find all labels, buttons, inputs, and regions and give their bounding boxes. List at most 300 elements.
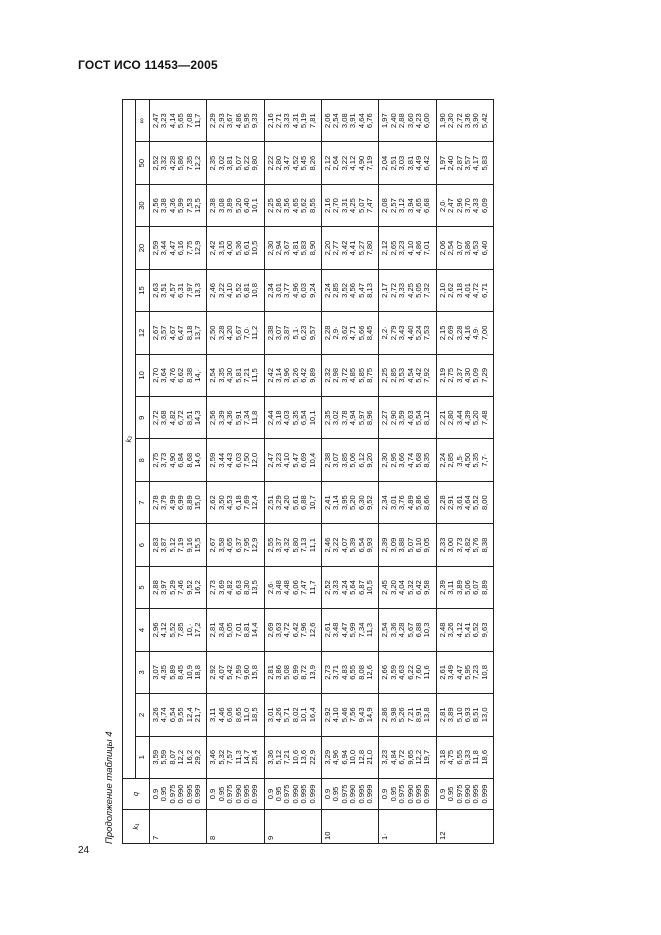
q-value: 0.995: [471, 784, 481, 804]
cell-value: 3,51: [159, 283, 169, 298]
cell-value: 6,99: [176, 495, 186, 511]
table-cell: [264, 100, 321, 142]
table-cell: [322, 609, 379, 651]
table-cell: [322, 566, 379, 608]
table-cell: [436, 524, 493, 566]
cell-value: 4,53: [225, 495, 235, 511]
cell-value: 6,03: [299, 283, 309, 298]
cell-value: 7,57: [225, 749, 235, 765]
cell-value: 8,75: [364, 367, 374, 383]
cell-value: 3,29: [323, 749, 333, 765]
cell-value: 5,52: [471, 495, 481, 511]
table-cell: [322, 694, 379, 736]
q-value: 0.995: [356, 784, 366, 804]
cell-value: 11,6: [422, 665, 432, 680]
table-cell: [207, 227, 264, 269]
cell-value: 6,42: [413, 580, 423, 595]
cell-value: 3,61: [454, 495, 464, 511]
cell-value: 3,47: [282, 155, 292, 171]
cell-value: 2,67: [208, 537, 218, 553]
cell-value: 2,71: [274, 113, 284, 129]
table-cell: [436, 397, 493, 439]
cell-value: 2,21: [437, 410, 447, 426]
cell-value: 3,85: [339, 452, 349, 468]
cell-value: 5,61: [290, 495, 300, 511]
cell-value: 6,40: [241, 198, 251, 213]
cell-value: 4,12: [348, 155, 358, 171]
cell-value: 6,07: [471, 580, 481, 595]
cell-value: 4,67: [167, 325, 177, 341]
cell-value: 12,4: [184, 707, 194, 723]
table-cell: [379, 609, 436, 651]
cell-value: 2,19: [437, 367, 447, 383]
table-cell: [379, 651, 436, 693]
cell-value: 2,92: [323, 707, 333, 723]
cell-value: 2,80: [446, 410, 456, 426]
cell-value: 8,35: [422, 452, 432, 468]
cell-value: 2,70: [151, 367, 160, 383]
cell-value: 4,04: [397, 580, 407, 595]
cell-value: 13,0: [479, 707, 489, 723]
cell-value: 2,64: [331, 155, 341, 171]
cell-value: 9,20: [364, 452, 374, 468]
cell-value: 6,88: [299, 495, 309, 511]
table-cell: [264, 651, 321, 693]
cell-value: 3,84: [216, 622, 226, 638]
cell-value: 7,46: [176, 580, 186, 595]
table-cell: [322, 481, 379, 523]
cell-value: 5,07: [233, 155, 243, 171]
cell-value: 8,02: [290, 707, 300, 723]
cell-value: 4,10: [282, 452, 292, 468]
table-cell: [150, 439, 207, 481]
cell-value: 3,33: [331, 580, 341, 595]
cell-value: 11,8: [250, 410, 260, 425]
cell-value: 6,16: [176, 240, 186, 256]
table-cell: [150, 736, 207, 778]
table-cell: [436, 100, 493, 142]
cell-value: 2,52: [151, 155, 160, 171]
cell-value: 7,21: [241, 367, 251, 383]
cell-value: 6,12: [356, 452, 366, 468]
q-value: 0.9: [323, 788, 333, 800]
cell-value: 6,88: [413, 622, 423, 638]
cell-value: 13,3: [192, 283, 202, 298]
cell-value: 2,12: [380, 240, 390, 256]
cell-value: 10,1: [299, 707, 309, 723]
cell-value: 3,81: [225, 155, 235, 171]
cell-value: 3,44: [159, 240, 169, 256]
q-value: 0.990: [462, 784, 472, 804]
cell-value: 11,0: [241, 707, 251, 722]
cell-value: 4,23: [413, 113, 423, 129]
cell-value: 2,40: [388, 113, 398, 129]
cell-value: 4,52: [290, 155, 300, 171]
cell-value: 21,7: [192, 707, 202, 723]
cell-value: 3,73: [159, 452, 169, 468]
cell-value: 3,44: [454, 410, 464, 426]
cell-value: 5,89: [167, 665, 177, 680]
cell-value: 13,6: [299, 749, 309, 765]
cell-value: 4,63: [397, 665, 407, 680]
cell-value: 10,4: [307, 452, 317, 468]
k1-value: 7: [150, 810, 207, 844]
cell-value: 4,90: [167, 452, 177, 468]
table-cell: [150, 142, 207, 184]
cell-value: 8,55: [307, 198, 317, 213]
cell-value: 2,88: [151, 580, 160, 595]
table-cell: [436, 269, 493, 311]
cell-value: 4,50: [462, 452, 472, 468]
rotated-table-area: [100, 99, 576, 844]
cell-value: 9,24: [307, 283, 317, 298]
cell-value: 4,07: [339, 537, 349, 553]
cell-value: 2,80: [274, 155, 284, 171]
table-cell: [264, 524, 321, 566]
cell-value: 7,21: [405, 707, 415, 723]
cell-value: 3,02: [216, 155, 226, 171]
cell-value: 2,54: [446, 240, 456, 256]
table-cell: [379, 227, 436, 269]
cell-value: 14,4: [250, 622, 260, 638]
cell-value: 9,52: [184, 580, 194, 595]
cell-value: 6,00: [422, 113, 432, 129]
cell-value: 4,85: [348, 367, 358, 383]
q-value: 0.995: [413, 784, 423, 804]
q-value: 0.9: [380, 788, 390, 800]
cell-value: 7,29: [479, 367, 489, 383]
cell-value: 3,64: [159, 367, 169, 383]
cell-value: 3,86: [462, 240, 472, 256]
cell-value: 3,29: [274, 495, 284, 511]
cell-value: 10,7: [307, 495, 317, 511]
cell-value: 2,38: [265, 325, 275, 341]
cell-value: 5,05: [413, 283, 423, 298]
k1-value: 12: [436, 810, 493, 844]
cell-value: 8,91: [413, 707, 423, 723]
cell-value: 2,72: [388, 283, 398, 298]
q-value: 0.975: [225, 784, 235, 804]
q-value: 0.999: [192, 784, 202, 804]
cell-value: 4,54: [405, 367, 415, 383]
header-k2: k₂: [123, 100, 136, 779]
cell-value: 2,35: [208, 155, 218, 171]
cell-value: 3,36: [462, 113, 472, 129]
table-cell: [150, 651, 207, 693]
cell-value: 5,09: [471, 367, 481, 383]
cell-value: 4,20: [282, 495, 292, 511]
cell-value: 3,08: [339, 113, 349, 129]
cell-value: 5,97: [356, 410, 366, 426]
cell-value: 10,5: [250, 240, 260, 256]
table-cell: [150, 694, 207, 736]
cell-value: 3,70: [462, 198, 472, 213]
cell-value: 2,81: [437, 707, 447, 723]
cell-value: 12,6: [307, 622, 317, 638]
cell-value: 2,56: [151, 198, 160, 213]
cell-value: 2,30: [446, 113, 456, 129]
cell-value: 2,17: [380, 283, 390, 298]
cell-value: 3,00: [446, 537, 456, 553]
cell-value: 3,07: [274, 325, 284, 341]
cell-value: 4,72: [471, 283, 481, 298]
cell-value: 4,89: [405, 495, 415, 511]
cell-value: 8,08: [356, 665, 366, 680]
q-value: 0.95: [388, 786, 398, 802]
cell-value: 29,2: [192, 749, 202, 765]
cell-value: 3,15: [216, 240, 226, 256]
cell-value: 5,67: [405, 622, 415, 638]
cell-value: 4,48: [282, 580, 292, 595]
cell-value: 6,03: [233, 452, 243, 468]
cell-value: 14,3: [192, 410, 202, 426]
cell-value: 2,61: [323, 622, 333, 638]
cell-value: 6,42: [422, 155, 432, 171]
cell-value: 3,07: [331, 452, 341, 468]
cell-value: 4,12: [159, 622, 169, 638]
cell-value: 13,9: [307, 665, 317, 680]
cell-value: 2,77: [331, 240, 341, 256]
table-cell: [379, 312, 436, 354]
cell-value: 10,3: [422, 622, 432, 638]
cell-value: 6,54: [167, 707, 177, 723]
cell-value: 3,67: [225, 113, 235, 129]
cell-value: 2,95: [388, 452, 398, 468]
table-cell: [379, 269, 436, 311]
cell-value: 5,20: [471, 410, 481, 426]
cell-value: 3,89: [454, 580, 464, 595]
q-value: 0.995: [241, 784, 251, 804]
q-value: 0.990: [176, 784, 186, 804]
cell-value: 3,23: [380, 749, 390, 765]
cell-value: 3,37: [274, 537, 284, 553]
q-value: 0.999: [307, 784, 317, 804]
cell-value: 7,59: [233, 665, 243, 680]
table-row: [207, 100, 264, 844]
cell-value: 2,55: [265, 537, 275, 553]
cell-value: 22,9: [307, 749, 317, 765]
table-cell: [379, 397, 436, 439]
cell-value: 3,73: [454, 537, 464, 553]
cell-value: 2,75: [446, 367, 456, 383]
cell-value: 14,6: [192, 452, 202, 468]
table-cell: [322, 354, 379, 396]
cell-value: 17,2: [192, 622, 202, 638]
cell-value: 2,40: [446, 155, 456, 171]
cell-value: 16,2: [184, 749, 194, 765]
cell-value: 18,5: [250, 707, 260, 723]
cell-value: 18,6: [479, 749, 489, 765]
cell-value: 5,36: [233, 240, 243, 256]
cell-value: 2,91: [446, 495, 456, 511]
q-value: 0.975: [339, 784, 349, 804]
table-cell: [322, 524, 379, 566]
cell-value: 5,67: [233, 325, 243, 341]
q-value: 0.9: [208, 788, 218, 800]
q-value: 0.95: [274, 786, 284, 802]
cell-value: 3,18: [454, 283, 464, 298]
cell-value: 3,08: [216, 198, 226, 213]
cell-value: 4,65: [413, 198, 423, 213]
table-cell: [264, 397, 321, 439]
column-header: 9: [136, 397, 150, 439]
cell-value: 3,57: [159, 325, 169, 341]
cell-value: 1,97: [380, 113, 390, 129]
cell-value: 2,12: [323, 155, 333, 171]
cell-value: 3,07: [454, 240, 464, 256]
q-value: 0.990: [290, 784, 300, 804]
cell-value: 9,58: [422, 580, 432, 595]
cell-value: 7,23: [471, 665, 481, 680]
cell-value: 4,76: [167, 367, 177, 383]
table-cell: [436, 227, 493, 269]
q-value: 0.95: [216, 786, 226, 802]
table-cell: [150, 354, 207, 396]
table-cell: [322, 227, 379, 269]
cell-value: 3,68: [159, 410, 169, 426]
table-cell: [264, 609, 321, 651]
cell-value: 5,83: [479, 155, 489, 171]
q-values: [264, 779, 321, 810]
table-row: [436, 100, 493, 844]
cell-value: 6,62: [176, 367, 186, 383]
table-cell: [436, 354, 493, 396]
cell-value: 3,44: [216, 452, 226, 468]
cell-value: 2,54: [208, 367, 218, 383]
table-cell: [436, 566, 493, 608]
table-cell: [207, 184, 264, 226]
cell-value: 6,10: [413, 537, 423, 553]
cell-value: 6,54: [299, 410, 309, 426]
cell-value: 4,33: [471, 198, 481, 213]
cell-value: 2,06: [323, 113, 333, 129]
cell-value: 7,97: [184, 283, 194, 298]
cell-value: 10,0: [348, 749, 358, 765]
cell-value: 8,51: [471, 707, 481, 723]
cell-value: 7,60: [413, 665, 423, 680]
cell-value: 3,11: [446, 580, 456, 595]
cell-value: 3,96: [282, 367, 292, 383]
cell-value: 4,86: [233, 113, 243, 129]
table-cell: [379, 736, 436, 778]
cell-value: 4,82: [225, 580, 235, 595]
cell-value: 13,8: [422, 707, 432, 723]
q-values: [322, 779, 379, 810]
cell-value: 5,99: [348, 622, 358, 638]
cell-value: 4,17: [471, 155, 481, 171]
cell-value: 6,72: [176, 410, 186, 426]
column-header: 3: [136, 651, 150, 693]
cell-value: 3,42: [339, 240, 349, 256]
cell-value: 2,81: [265, 665, 275, 680]
cell-value: 3,38: [159, 198, 169, 213]
cell-value: 2,35: [323, 410, 333, 426]
cell-value: 11,1: [307, 537, 317, 553]
cell-value: 3,36: [388, 622, 398, 638]
cell-value: 8,90: [307, 240, 317, 256]
cell-value: 6,42: [299, 367, 309, 383]
cell-value: 9,65: [405, 749, 415, 765]
cell-value: 5,24: [413, 325, 423, 341]
cell-value: 8,96: [364, 410, 374, 426]
cell-value: 2,2·: [380, 326, 390, 340]
cell-value: 13,5: [250, 580, 260, 595]
cell-value: 5,86: [413, 495, 423, 511]
cell-value: 3,67: [282, 240, 292, 256]
column-header: 10: [136, 354, 150, 396]
column-header: 50: [136, 142, 150, 184]
table-cell: [207, 354, 264, 396]
table-cell: [322, 312, 379, 354]
cell-value: 2,51: [265, 495, 275, 511]
table-cell: [379, 566, 436, 608]
cell-value: 5,47: [356, 283, 366, 298]
cell-value: 3,91: [348, 113, 358, 129]
cell-value: 3,89: [446, 707, 456, 723]
cell-value: 2,51: [388, 155, 398, 171]
table-cell: [436, 481, 493, 523]
table-cell: [264, 354, 321, 396]
table-cell: [264, 227, 321, 269]
table-cell: [436, 142, 493, 184]
cell-value: 2,9·: [331, 326, 341, 340]
table-cell: [379, 524, 436, 566]
cell-value: 3,11: [208, 707, 218, 722]
cell-value: 3,18: [274, 410, 284, 426]
cell-value: 3,14: [274, 367, 284, 383]
table-cell: [322, 184, 379, 226]
cell-value: 4,16: [462, 325, 472, 341]
cell-value: 1,97: [437, 155, 447, 171]
cell-value: 6,55: [348, 665, 358, 680]
cell-value: 4,99: [167, 495, 177, 511]
cell-value: 5,64: [348, 580, 358, 595]
cell-value: 4,20: [225, 325, 235, 341]
cell-value: 12,6: [364, 665, 374, 680]
cell-value: 2,28: [323, 325, 333, 341]
q-value: 0.995: [184, 784, 194, 804]
cell-value: 12,9: [192, 240, 202, 256]
cell-value: 2,75: [151, 452, 160, 468]
cell-value: 2,46: [208, 283, 218, 298]
cell-value: 2,85: [446, 452, 456, 468]
cell-value: 5,05: [225, 622, 235, 638]
cell-value: 6,71: [479, 283, 489, 298]
table-cell: [436, 609, 493, 651]
cell-value: 9,33: [462, 749, 472, 765]
k1-value: 10: [322, 810, 379, 844]
cell-value: 2,24: [437, 452, 447, 468]
cell-value: 8,45: [176, 665, 186, 680]
header-q: q: [123, 779, 150, 810]
page-number: 24: [78, 845, 90, 856]
cell-value: 2,20: [323, 240, 333, 256]
cell-value: 2,33: [437, 537, 447, 553]
cell-value: 2,56: [208, 410, 218, 426]
cell-value: 7,7·: [479, 453, 489, 467]
cell-value: 5,68: [413, 452, 423, 468]
cell-value: 3,69: [216, 580, 226, 595]
table-cell: [264, 269, 321, 311]
cell-value: 2,30: [265, 240, 275, 256]
table-cell: [207, 439, 264, 481]
k1-value: 1·: [379, 810, 436, 844]
cell-value: 2,69: [446, 325, 456, 341]
table-cell: [264, 312, 321, 354]
table-cell: [379, 481, 436, 523]
cell-value: 4,82: [462, 537, 472, 553]
table-cell: [322, 439, 379, 481]
